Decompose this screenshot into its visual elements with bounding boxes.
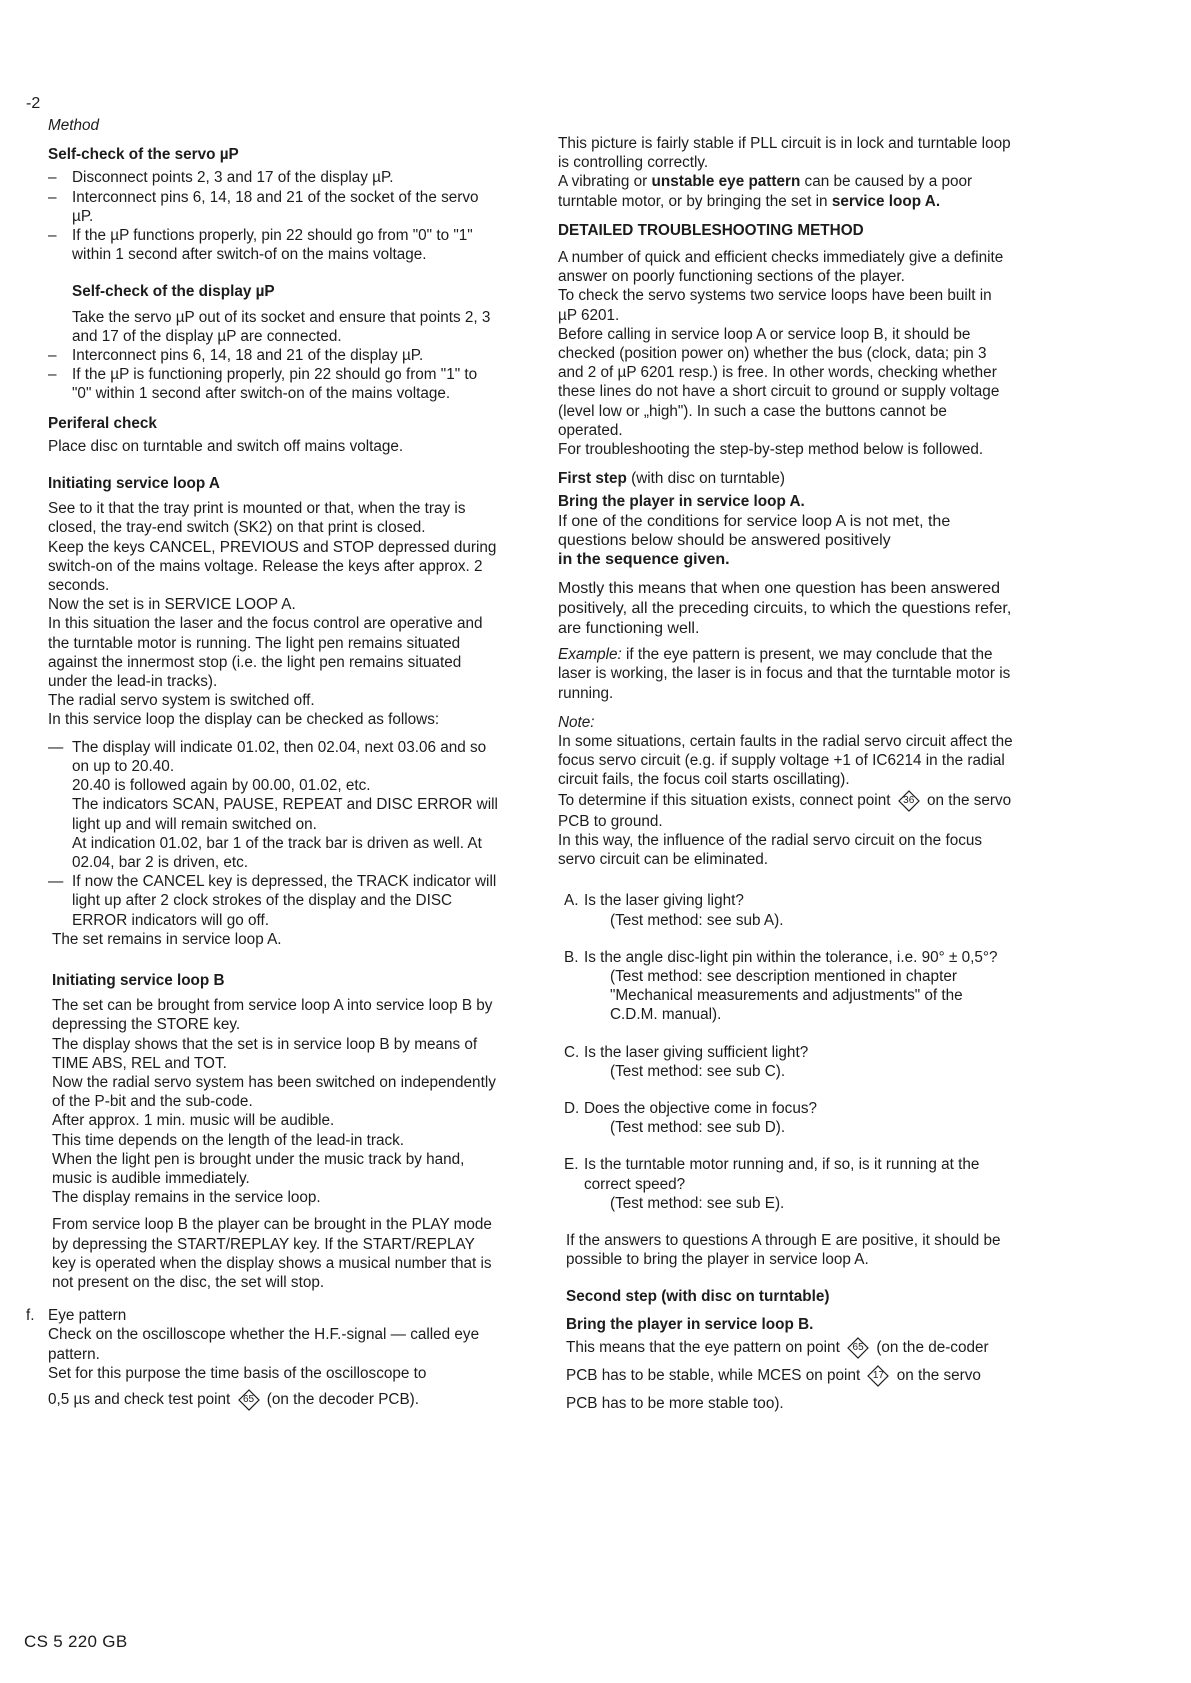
loop-a-text: See to it that the tray print is mounted or that, when the tray is closed, the tray-end switch (SK2) on that print is closed. Keep the keys CANCEL, PREVIOUS and STOP depressed during switch-on of the mains voltage. Release the keys after approx. 2 seconds. Now the set is in SERVICE LOOP A. In this situation the laser and the focus control are operative and the turntable motor is running. The light pen remains situated against the innermost stop (i.e. the light pen remains situated under the lead-in tracks). The radial servo system is switched off. In this service loop the display can be checked as follows: <box>48 500 497 729</box>
display-selfcheck-title: Self-check of the display µP <box>72 283 275 301</box>
first-step <box>558 469 1013 488</box>
eye-pattern-test <box>48 1389 498 1411</box>
loop-a-closing: The set remains in service loop A. <box>52 930 282 948</box>
question-sub: (Test method: see sub D). <box>610 1119 786 1137</box>
bring-loop-b: Bring the player in service loop B. <box>566 1315 814 1333</box>
if-answers-text: If the answers to questions A through E are positive, it should be possible to bring the player in service loop A. <box>566 1231 1001 1269</box>
text-span-bold: unstable eye pattern <box>651 173 801 191</box>
eye-pattern-test-text: 0,5 µs and check test point <box>48 1391 231 1409</box>
test-point-diamond-icon <box>867 1365 889 1387</box>
display-selfcheck-intro: Take the servo µP out of its socket and ensure that points 2, 3 and 17 of the display µP are connected. <box>72 308 491 345</box>
vibrating-text <box>558 172 1013 210</box>
question-label: D. <box>564 1099 580 1117</box>
question-label: B. <box>564 948 579 966</box>
question-text: Is the laser giving sufficient light? <box>584 1043 809 1061</box>
note-label: Note: <box>558 713 595 731</box>
means-middle: (on the de-coder PCB has to be stable, while MCES on point <box>566 1338 989 1384</box>
determine-before: To determine if this situation exists, connect point <box>558 791 891 809</box>
list-item: – If the µP is functioning properly, pin 22 should go from "1" to "0" within 1 second after switch-on of the mains voltage. <box>48 365 498 403</box>
periferal-title: Periferal check <box>48 414 157 432</box>
loop-b-text-2: From service loop B the player can be brought in the PLAY mode by depressing the START/REPLAY key. If the START/REPLAY key is operated when the display shows a musical number that is not present on the disc, the set will stop. <box>52 1216 492 1291</box>
test-point-diamond-icon <box>898 790 920 812</box>
mostly-text: Mostly this means that when one question has been answered positively, all the preceding circuits, to which the questions refer, are functioning well. <box>558 580 1012 638</box>
loop-b-text: The set can be brought from service loop A into service loop B by depressing the STORE key. The display shows that the set is in service loop B by means of TIME ABS, REL and TOT. Now the radial servo system has been switched on independently of the P-bit and the sub-code. After approx. 1 min. music will be audible. This time depends on the length of the lead-in track. When the light pen is brought under the music track by hand, music is audible immediately. The display remains in the service loop. <box>52 997 496 1207</box>
question-text: Is the angle disc-light pin within the tolerance, i.e. 90° ± 0,5°? <box>584 948 998 966</box>
eye-pattern-label: f. <box>26 1307 35 1325</box>
test-point-diamond-icon <box>238 1389 260 1411</box>
question-sub: (Test method: see sub A). <box>610 911 784 929</box>
servo-selfcheck-title: Self-check of the servo µP <box>48 146 239 164</box>
example-body: if the eye pattern is present, we may conclude that the laser is working, the laser is in focus and that the turntable motor is running. <box>558 646 1011 702</box>
list-item: – If the µP functions properly, pin 22 should go from "0" to "1" within 1 second after switch-of on the mains voltage. <box>48 226 498 264</box>
question-item <box>558 948 1013 1025</box>
test-point-number: 65 <box>852 1341 864 1353</box>
question-item <box>558 1099 1013 1137</box>
eye-pattern-title: Eye pattern <box>48 1307 127 1325</box>
eye-pattern-text: Check on the oscilloscope whether the H.F.-signal — called eye pattern. Set for this purpose the time basis of the oscilloscope to <box>48 1326 480 1382</box>
means-before: This means that the eye pattern on point <box>566 1338 840 1356</box>
second-step-title: Second step (with disc on turntable) <box>566 1288 830 1306</box>
first-step-rest: (with disc on turntable) <box>626 470 785 488</box>
means-after: on the servo PCB has to be more stable too). <box>566 1366 981 1412</box>
test-point-diamond-icon <box>847 1337 869 1359</box>
bring-loop-a: Bring the player in service loop A. <box>558 493 805 511</box>
method-heading: Method <box>48 117 100 134</box>
question-item <box>558 1043 1013 1081</box>
question-sub: (Test method: see sub E). <box>610 1194 785 1212</box>
in-sequence-text: in the sequence given. <box>558 551 730 569</box>
question-sub: (Test method: see sub C). <box>610 1062 786 1080</box>
text-span: can be caused by a poor turntable motor, or by bringing the set in <box>558 173 973 210</box>
list-item: – Interconnect pins 6, 14, 18 and 21 of the socket of the servo µP. <box>48 188 498 226</box>
text-span: A vibrating or <box>558 173 652 191</box>
test-point-number: 65 <box>242 1393 255 1405</box>
means-text <box>558 1334 1013 1418</box>
question-text: Is the laser giving light? <box>584 892 744 910</box>
note-text: In some situations, certain faults in the radial servo circuit affect the focus servo circuit (e.g. if supply voltage +1 of IC6214 in the radial circuit fails, the focus coil starts oscillating). <box>558 733 1013 789</box>
page-number: -2 <box>26 95 41 112</box>
intro-text: This picture is fairly stable if PLL circuit is in lock and turntable loop is controlling correctly. <box>558 135 1011 172</box>
question-list <box>558 891 1013 1213</box>
question-item <box>558 891 1013 929</box>
question-item <box>558 1155 1013 1213</box>
question-label: E. <box>564 1156 579 1174</box>
determine-text-2: In this way, the influence of the radial servo circuit on the focus servo circuit can be eliminated. <box>558 831 983 869</box>
periferal-text: Place disc on turntable and switch off mains voltage. <box>48 437 404 455</box>
detailed-title: DETAILED TROUBLESHOOTING METHOD <box>558 221 864 239</box>
question-text: Does the objective come in focus? <box>584 1099 817 1117</box>
loop-a-title: Initiating service loop A <box>48 475 220 493</box>
list-item: — The display will indicate 01.02, then 02.04, next 03.06 and so on up to 20.40. 20.40 is followed again by 00.00, 01.02, etc. The indicators SCAN, PAUSE, REPEAT and DISC ERROR will light up and will remain switched on. At indication 01.02, bar 1 of the track bar is driven as well. At 02.04, bar 2 is driven, etc. <box>48 738 498 872</box>
example-text <box>558 645 1013 703</box>
list-item: — If now the CANCEL key is depressed, the TRACK indicator will light up after 2 clock strokes of the display and the DISC ERROR indicators will go off. <box>48 872 498 930</box>
question-text: Is the turntable motor running and, if so, is it running at the correct speed? <box>584 1156 980 1193</box>
first-step-label: First step <box>558 470 627 488</box>
detailed-text: A number of quick and efficient checks immediately give a definite answer on poorly functioning sections of the player. To check the servo systems two service loops have been built in µP 6201. Before calling in service loop A or service loop B, it should be checked (position power on) whether the bus (clock, data; pin 3 and 2 of µP 6201 resp.) is free. In other words, checking whether these lines do not have a short circuit to ground or supply voltage (level low or „high"). In such a case the buttons cannot be operated. For troubleshooting the step-by-step method below is followed. <box>558 249 1004 459</box>
eye-pattern-test-after: (on the decoder PCB). <box>266 1391 419 1409</box>
servo-selfcheck-list <box>48 168 498 264</box>
determine-after: on the servo PCB to ground. <box>558 791 1012 830</box>
question-label: C. <box>564 1043 580 1061</box>
list-item: – Disconnect points 2, 3 and 17 of the display µP. <box>48 168 498 187</box>
list-item: – Interconnect pins 6, 14, 18 and 21 of the display µP. <box>48 346 498 365</box>
determine-text <box>558 790 1013 831</box>
if-one-text: If one of the conditions for service loop A is not met, the questions below should be answered positively <box>558 512 951 549</box>
test-point-number: 36 <box>903 794 915 806</box>
text-span-bold: service loop A. <box>831 192 941 210</box>
example-label: Example: <box>558 646 622 664</box>
page-footer: CS 5 220 GB <box>24 1632 128 1651</box>
test-point-number: 17 <box>872 1369 885 1381</box>
eye-pattern-section <box>26 1306 498 1411</box>
left-column <box>26 116 498 1411</box>
question-label: A. <box>564 892 579 910</box>
question-sub: (Test method: see description mentioned in chapter "Mechanical measurements and adjustments" of the C.D.M. manual). <box>610 967 963 1024</box>
right-column <box>558 134 1013 1418</box>
loop-b-title: Initiating service loop B <box>52 971 225 989</box>
